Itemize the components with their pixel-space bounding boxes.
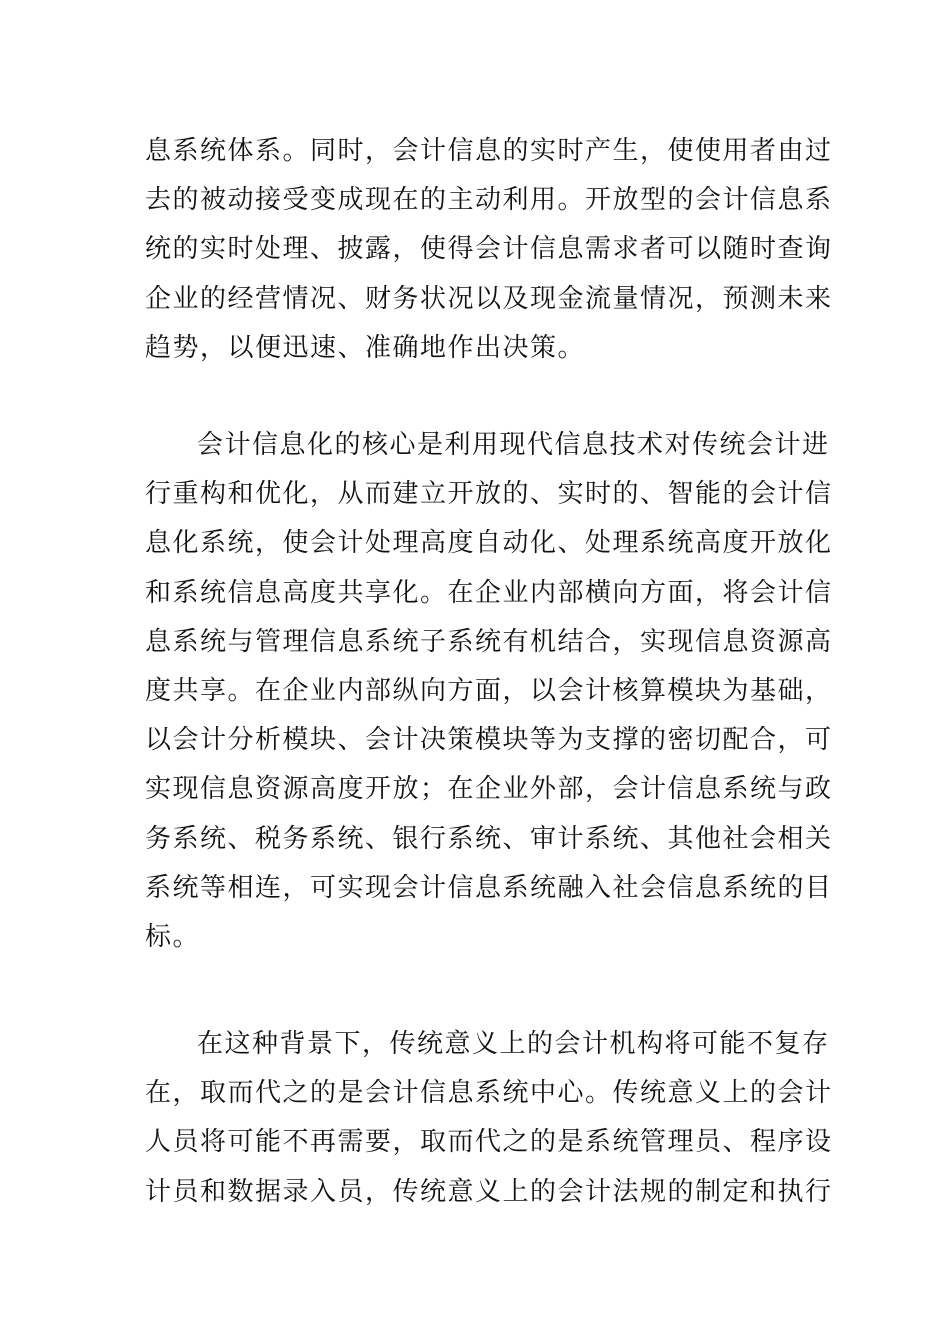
paragraph-1-line-3: 统的实时处理、披露，使得会计信息需求者可以随时查询 (145, 234, 833, 265)
paragraph-1-line-5: 趋势，以便迅速、准确地作出决策。 (145, 332, 586, 363)
paragraph-2 (145, 421, 833, 962)
paragraph-2-line-6: 度共享。在企业内部纵向方面，以会计核算模块为基础， (145, 675, 833, 706)
paragraph-3-line-2: 在，取而代之的是会计信息系统中心。传统意义上的会计 (145, 1078, 833, 1109)
paragraph-1-line-1: 息系统体系。同时，会计信息的实时产生，使使用者由过 (145, 136, 833, 166)
paragraph-2-line-7: 以会计分析模块、会计决策模块等为支撑的密切配合，可 (145, 725, 833, 756)
paragraph-2-line-1: 会计信息化的核心是利用现代信息技术对传统会计进 (197, 430, 830, 460)
paragraph-2-line-3: 息化系统，使会计处理高度自动化、处理系统高度开放化 (145, 528, 833, 559)
paragraph-2-line-8: 实现信息资源高度开放；在企业外部，会计信息系统与政 (145, 774, 833, 805)
paragraph-3-line-1: 在这种背景下，传统意义上的会计机构将可能不复存 (197, 1029, 830, 1059)
paragraph-2-line-9: 务系统、税务系统、银行系统、审计系统、其他社会相关 (145, 823, 833, 854)
paragraph-2-line-4: 和系统信息高度共享化。在企业内部横向方面，将会计信 (145, 577, 833, 608)
paragraph-1-line-4: 企业的经营情况、财务状况以及现金流量情况，预测未来 (145, 283, 833, 314)
paragraph-2-line-11: 标。 (145, 921, 201, 952)
paragraph-2-line-5: 息系统与管理信息系统子系统有机结合，实现信息资源高 (145, 626, 833, 657)
paragraph-1-line-2: 去的被动接受变成现在的主动利用。开放型的会计信息系 (145, 185, 833, 216)
paragraph-2-line-10: 系统等相连，可实现会计信息系统融入社会信息系统的目 (145, 872, 833, 903)
paragraph-1 (145, 127, 833, 373)
paragraph-3 (145, 1020, 833, 1217)
paragraph-3-line-4: 计员和数据录入员，传统意义上的会计法规的制定和执行 (145, 1176, 833, 1207)
paragraph-2-line-2: 行重构和优化，从而建立开放的、实时的、智能的会计信 (145, 479, 833, 510)
paragraph-3-line-3: 人员将可能不再需要，取而代之的是系统管理员、程序设 (145, 1127, 833, 1158)
